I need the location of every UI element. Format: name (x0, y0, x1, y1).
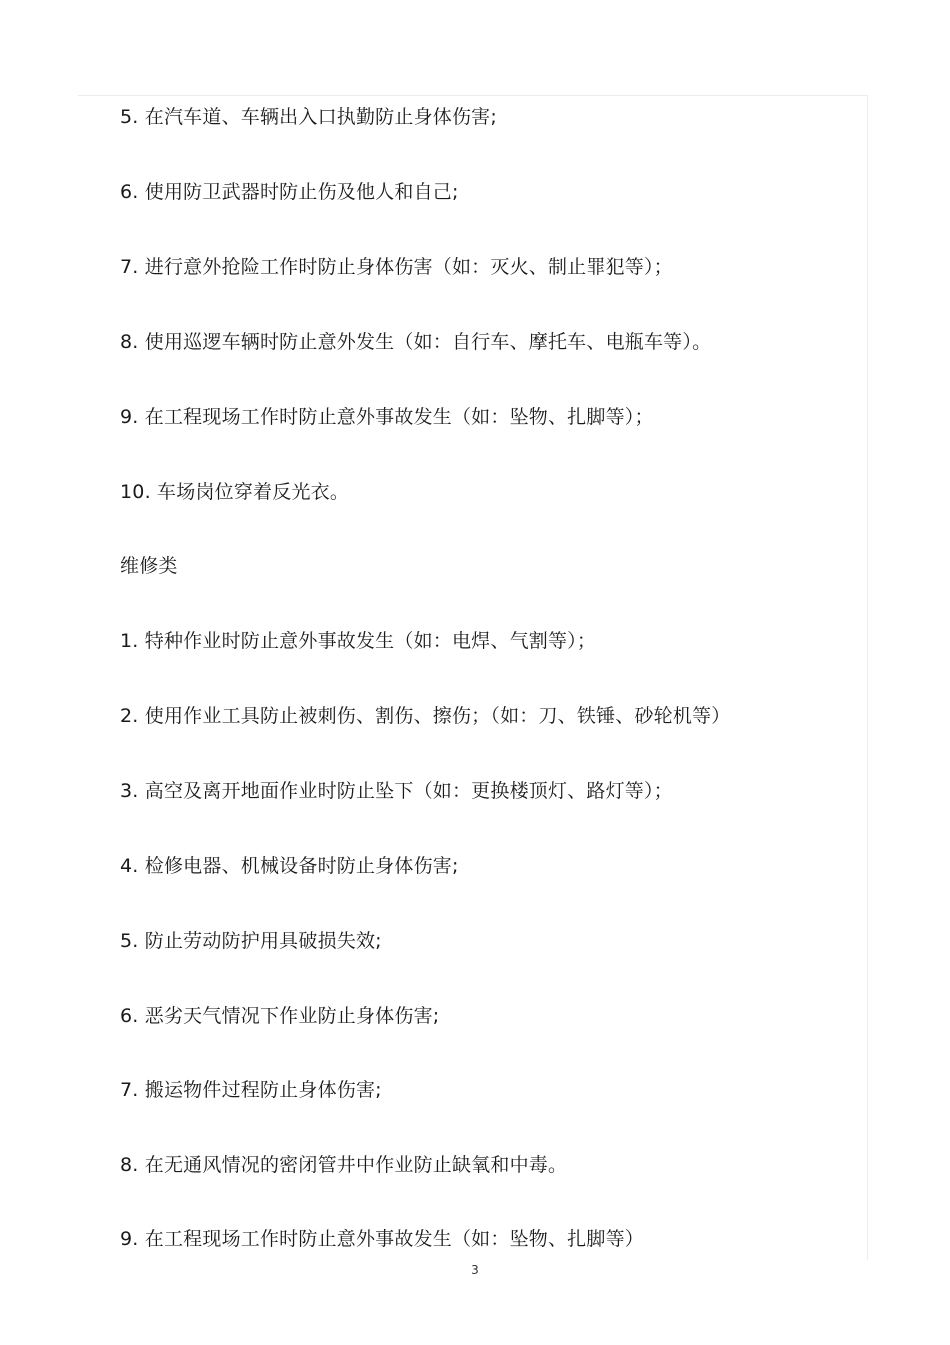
section-heading: 维修类 (120, 555, 178, 577)
list-item: 6. 恶劣天气情况下作业防止身体伤害; (120, 1005, 440, 1027)
list-item: 7. 搬运物件过程防止身体伤害; (120, 1079, 382, 1101)
list-item: 5. 防止劳动防护用具破损失效; (120, 930, 382, 952)
list-item: 4. 检修电器、机械设备时防止身体伤害; (120, 855, 459, 877)
page-number: 3 (471, 1263, 479, 1277)
list-item: 6. 使用防卫武器时防止伤及他人和自己; (120, 181, 459, 203)
list-item: 9. 在工程现场工作时防止意外事故发生（如：坠物、扎脚等）； (120, 406, 654, 428)
list-item: 9. 在工程现场工作时防止意外事故发生（如：坠物、扎脚等） (120, 1228, 644, 1250)
list-item: 1. 特种作业时防止意外事故发生（如：电焊、气割等）； (120, 630, 597, 652)
list-item: 7. 进行意外抢险工作时防止身体伤害（如：灭火、制止罪犯等）； (120, 256, 673, 278)
list-item: 3. 高空及离开地面作业时防止坠下（如：更换楼顶灯、路灯等）； (120, 780, 673, 802)
list-item: 5. 在汽车道、车辆出入口执勤防止身体伤害; (120, 106, 497, 128)
list-item: 8. 使用巡逻车辆时防止意外发生（如：自行车、摩托车、电瓶车等）。 (120, 331, 712, 353)
list-item: 8. 在无通风情况的密闭管井中作业防止缺氧和中毒。 (120, 1154, 568, 1176)
list-item: 10. 车场岗位穿着反光衣。 (120, 481, 350, 503)
list-item: 2. 使用作业工具防止被刺伤、割伤、擦伤；（如：刀、铁锤、砂轮机等） (120, 705, 731, 727)
